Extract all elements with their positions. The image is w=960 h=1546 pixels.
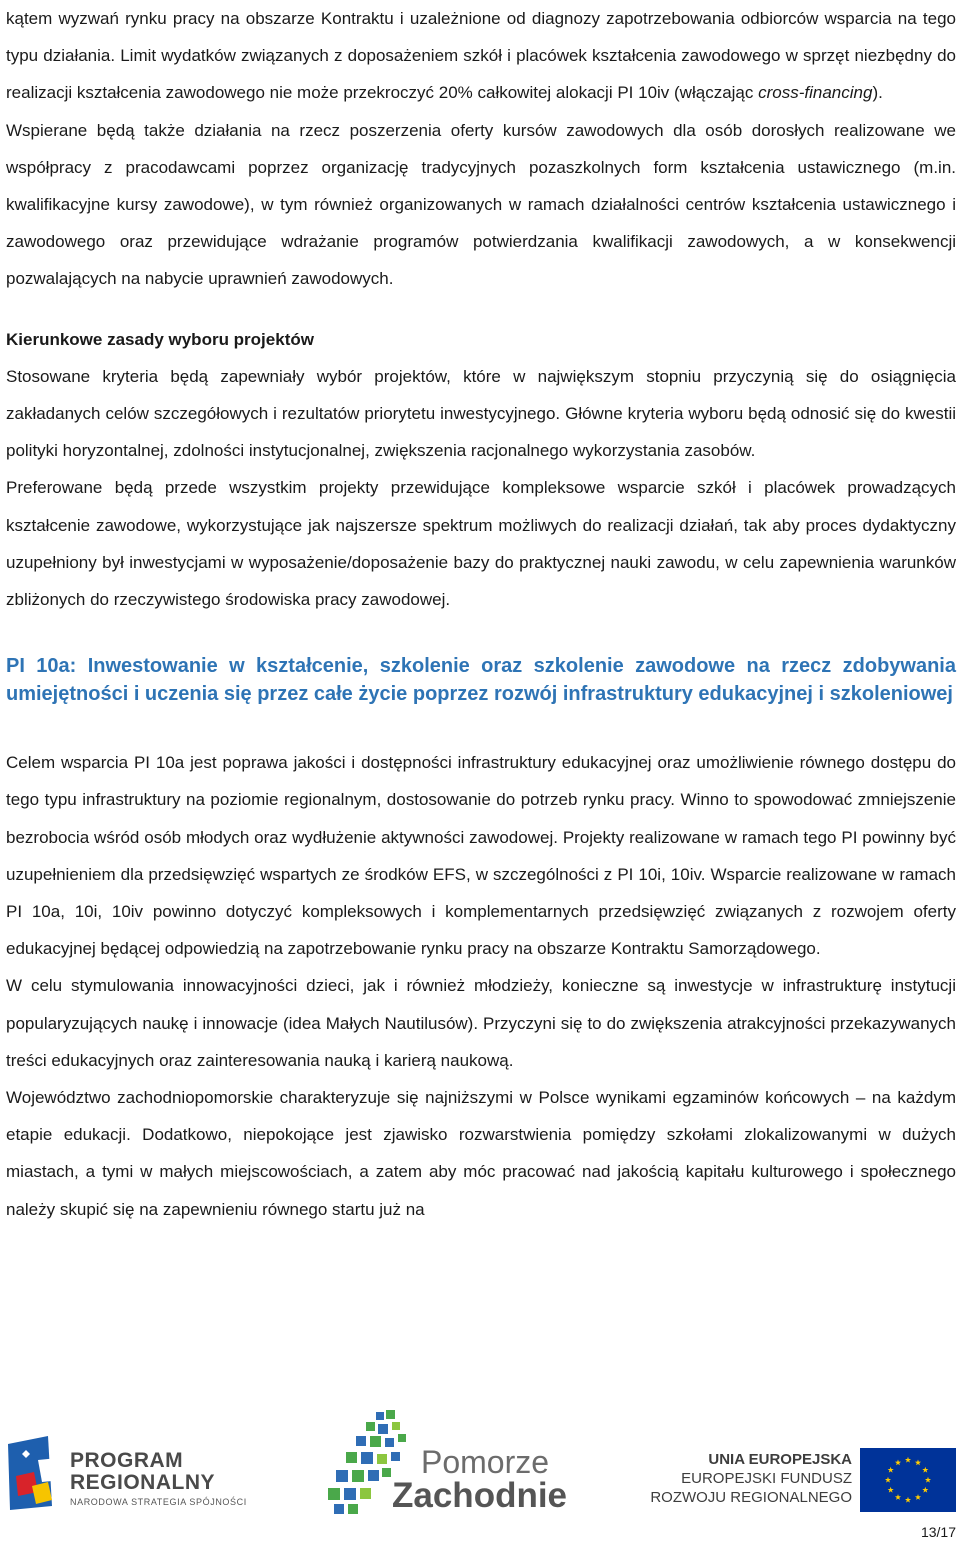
program-regionalny-line2: REGIONALNY — [70, 1471, 216, 1494]
page-number: 13/17 — [920, 1524, 956, 1540]
paragraph-innowacyjnosc: W celu stymulowania innowacyjności dzieci, jak i również młodzieży, konieczne są inwestycje w infrastrukturę instytucji popularyzujących naukę i innowacje (idea Małych Nautilusów). Przyczyni się to do zwiększenia atrakcyjności przekazywanych treści edukacyjnych oraz zainteresowania nauką i karierą naukową. — [6, 976, 956, 1070]
eu-line2: EUROPEJSKI FUNDUSZ — [681, 1470, 852, 1487]
program-regionalny-logo — [8, 1436, 248, 1516]
paragraph-kursy-zawodowe: Wspierane będą także działania na rzecz poszerzenia oferty kursów zawodowych dla osób dorosłych realizowane we współpracy z pracodawcami poprzez organizację tradycyjnych pozaszkolnych form kształcenia ustawicznego (m.in. kwalifikacyjne kursy zawodowe), w tym również organizowanych w ramach działalności centrów kształcenia ustawicznego i zawodowego oraz przewidujące wdrażanie programów potwierdzania kwalifikacji zawodowych, a w konsekwencji pozwalających na nabycie uprawnień zawodowych. — [6, 120, 956, 289]
pomorze-zachodnie-logo — [318, 1408, 578, 1518]
program-regionalny-line1: PROGRAM — [70, 1449, 184, 1472]
eu-flag-icon — [860, 1448, 956, 1512]
paragraph-cel-wsparcia: Celem wsparcia PI 10a jest poprawa jakości i dostępności infrastruktury edukacyjnej oraz umożliwienie równego dostępu do tego typu infrastruktury na poziomie regionalnym, dostosowanie do potrzeb rynku pracy. Winno to spowodować zmniejszenie bezrobocia wśród osób młodych oraz wydłużenie aktywności zawodowej. Projekty realizowane w ramach tego PI powinny być uzupełnieniem dla przedsięwzięć wspartych ze środków EFS, w szczególności z PI 10i, 10iv. Wsparcie realizowane w ramach PI 10a, 10i, 10iv powinno dotyczyć kompleksowych i komplementarnych przedsięwzięć związanych z rozwojem oferty edukacyjnej będącej odpowiedzią na zapotrzebowanie rynku pracy na obszarze Kontraktu Samorządowego. — [6, 753, 956, 959]
program-regionalny-emblem-icon — [8, 1436, 64, 1512]
spacer — [6, 618, 956, 652]
eu-logo — [650, 1448, 960, 1518]
italic-term: cross-financing — [758, 83, 873, 103]
eu-line1: UNIA EUROPEJSKA — [708, 1451, 852, 1468]
pi-10a-heading: PI 10a: Inwestowanie w kształcenie, szkolenie oraz szkolenie zawodowe na rzecz zdobywania umiejętności i uczenia się przez całe życie poprzez rozwój infrastruktury edukacyjnej i szkoleniowej — [6, 655, 956, 706]
document-body — [6, 0, 956, 1228]
eu-line3: ROZWOJU REGIONALNEGO — [650, 1489, 852, 1506]
paragraph-egzaminy: Województwo zachodniopomorskie charakteryzuje się najniższymi w Polsce wynikami egzaminów końcowych – na każdym etapie edukacji. Dodatkowo, niepokojące jest zjawisko rozwarstwienia pomiędzy szkołami zlokalizowanymi w dużych miastach, a tymi w małych miejscowościach, a zatem aby móc pracować nad jakością kapitału kulturowego i społecznego należy skupić się na zapewnieniu równego startu już na — [6, 1088, 956, 1219]
section-heading: Kierunkowe zasady wyboru projektów — [6, 329, 314, 349]
footer-logos — [0, 1408, 960, 1518]
pomorze-text: Pomorze — [421, 1444, 550, 1480]
paragraph-limit-wydatkow — [6, 0, 956, 112]
zachodnie-text: Zachodnie — [392, 1476, 568, 1515]
paragraph-text: kątem wyzwań rynku pracy na obszarze Kontraktu i uzależnione od diagnozy zapotrzebowania odbiorców wsparcia na tego typu działania. Limit wydatków związanych z doposażeniem szkół i placówek kształcenia zawodowego w sprzęt niezbędny do realizacji kształcenia zawodowego nie może przekroczyć 20% całkowitej alokacji PI 10iv (włączając — [6, 9, 956, 103]
spacer — [6, 298, 956, 321]
paragraph-kryteria: Stosowane kryteria będą zapewniały wybór projektów, które w największym stopniu przyczynią się do osiągnięcia zakładanych celów szczegółowych i rezultatów priorytetu inwestycyjnego. Główne kryteria wyboru będą odnosić się do kwestii polityki horyzontalnej, zdolności instytucjonalnej, zwiększenia racjonalnego wykorzystania zasobów. — [6, 366, 956, 461]
paragraph-text: ). — [872, 83, 883, 103]
spacer — [6, 708, 956, 744]
program-regionalny-tagline: NARODOWA STRATEGIA SPÓJNOŚCI — [70, 1497, 247, 1507]
paragraph-preferowane: Preferowane będą przede wszystkim projekty przewidujące kompleksowe wsparcie szkół i placówek prowadzących kształcenie zawodowe, wykorzystujące jak najszersze spektrum możliwych do realizacji działań, tak aby proces dydaktyczny uzupełniony był inwestycjami w wyposażenie/doposażenie bazy do praktycznej nauki zawodu, w celu zapewnienia warunków zbliżonych do rzeczywistego środowiska pracy zawodowej. — [6, 478, 956, 610]
